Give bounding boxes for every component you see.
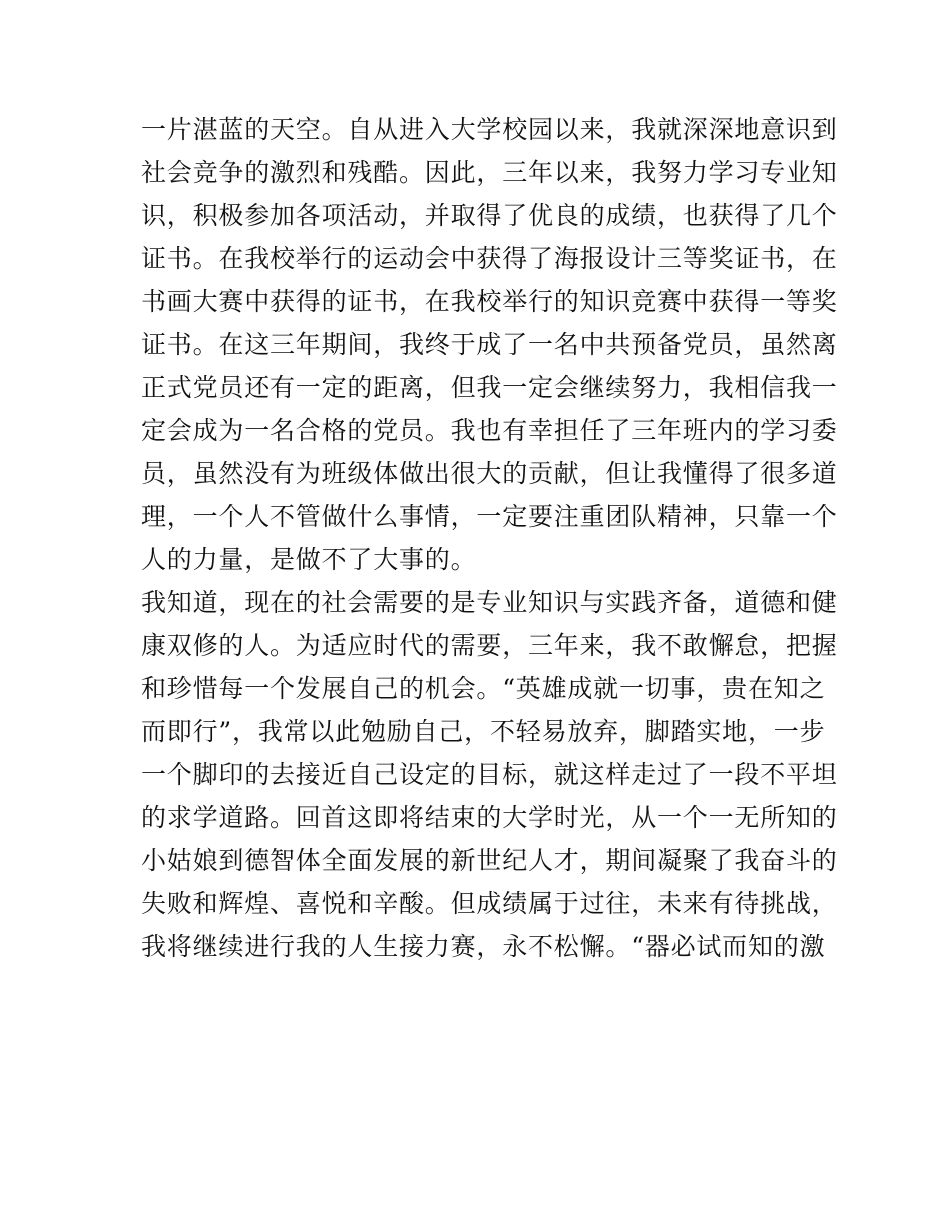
text-line: 的求学道路。回首这即将结束的大学时光，从一个一无所知的 <box>141 803 838 832</box>
text-line: 理，一个人不管做什么事情，一定要注重团队精神，只靠一个 <box>141 502 838 531</box>
text-line: 和珍惜每一个发展自己的机会。“英雄成就一切事，贵在知之 <box>141 674 826 703</box>
text-line: 定会成为一名合格的党员。我也有幸担任了三年班内的学习委 <box>141 416 838 445</box>
text-line: 小姑娘到德智体全面发展的新世纪人才，期间凝聚了我奋斗的 <box>141 846 838 875</box>
text-line: 证书。在我校举行的运动会中获得了海报设计三等奖证书，在 <box>141 244 838 273</box>
text-line: 书画大赛中获得的证书，在我校举行的知识竞赛中获得一等奖 <box>141 287 838 316</box>
text-line: 而即行”，我常以此勉励自己，不轻易放弃，脚踏实地，一步 <box>141 717 826 746</box>
text-line: 失败和辉煌、喜悦和辛酸。但成绩属于过往，未来有待挑战， <box>141 889 838 918</box>
text-line: 识，积极参加各项活动，并取得了优良的成绩，也获得了几个 <box>141 201 838 230</box>
body-text <box>141 108 838 968</box>
text-line: 证书。在这三年期间，我终于成了一名中共预备党员，虽然离 <box>141 330 838 359</box>
text-line: 我将继续进行我的人生接力赛，永不松懈。“器必试而知的激 <box>141 932 826 961</box>
text-line: 我知道，现在的社会需要的是专业知识与实践齐备，道德和健 <box>141 588 838 617</box>
text-line: 正式党员还有一定的距离，但我一定会继续努力，我相信我一 <box>141 373 838 402</box>
text-line: 一片湛蓝的天空。自从进入大学校园以来，我就深深地意识到 <box>141 115 838 144</box>
text-line: 一个脚印的去接近自己设定的目标，就这样走过了一段不平坦 <box>141 760 838 789</box>
text-line: 员，虽然没有为班级体做出很大的贡献，但让我懂得了很多道 <box>141 459 838 488</box>
text-line: 康双修的人。为适应时代的需要，三年来，我不敢懈怠，把握 <box>141 631 838 660</box>
text-line: 社会竞争的激烈和残酷。因此，三年以来，我努力学习专业知 <box>141 158 838 187</box>
text-line: 人的力量，是做不了大事的。 <box>141 545 477 574</box>
